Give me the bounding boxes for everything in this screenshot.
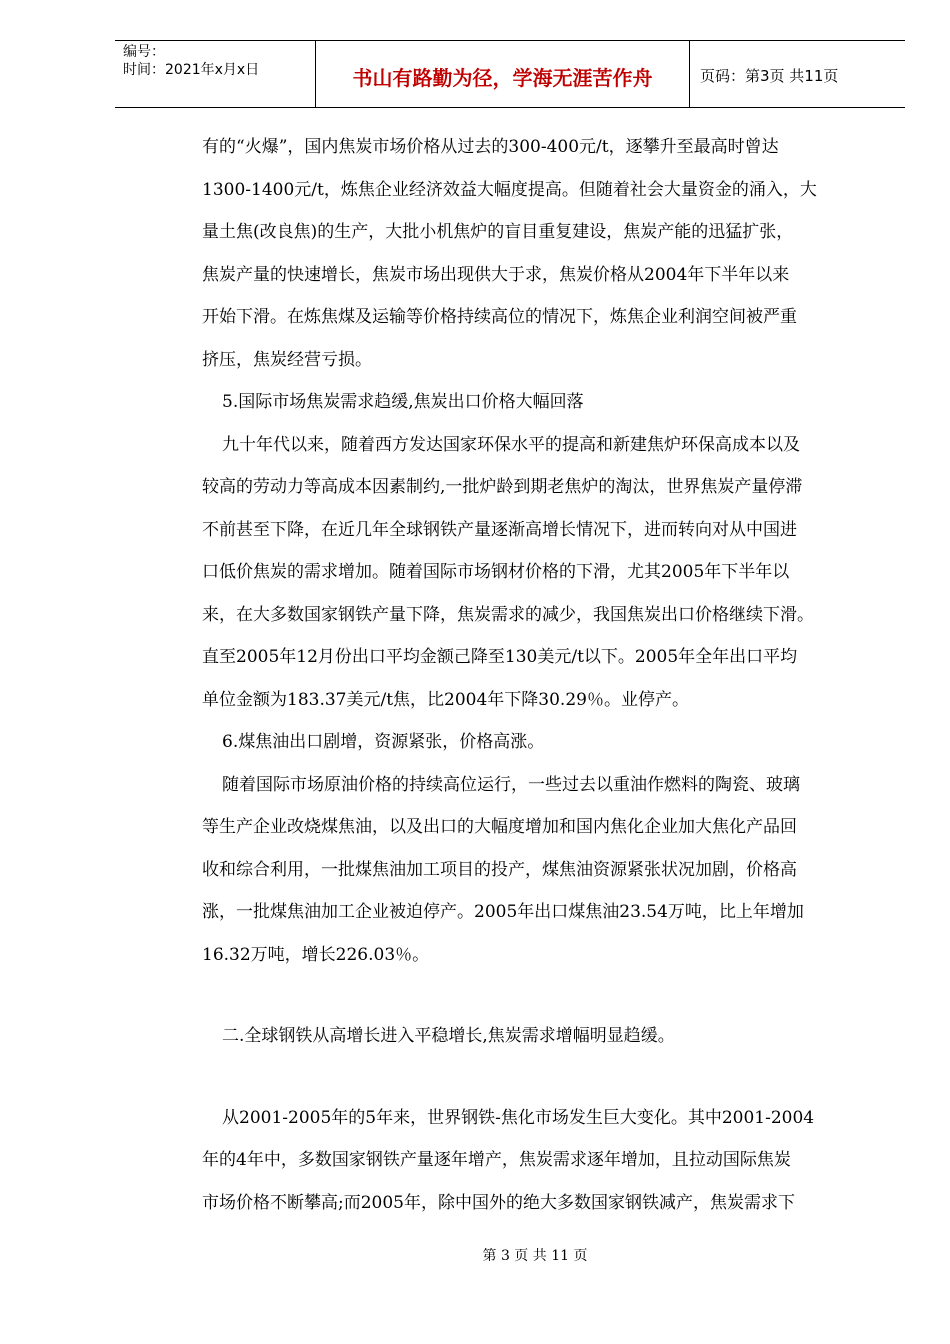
header-meta: [115, 41, 316, 107]
text-line: 涨，一批煤焦油加工企业被迫停产。2005年出口煤焦油23.54万吨，比上年增加: [202, 902, 804, 922]
text-line: 九十年代以来，随着西方发达国家环保水平的提高和新建焦炉环保高成本以及: [222, 434, 800, 455]
text-line: 年的4年中，多数国家钢铁产量逐年增产，焦炭需求逐年增加，且拉动国际焦炭: [202, 1150, 791, 1170]
page-footer: 第 3 页 共 11 页: [482, 1248, 588, 1264]
text-line: 开始下滑。在炼焦煤及运输等价格持续高位的情况下，炼焦企业利润空间被严重: [202, 307, 797, 327]
text-line: 焦炭产量的快速增长，焦炭市场出现供大于求，焦炭价格从2004年下半年以来: [202, 264, 790, 285]
text-line: 来，在大多数国家钢铁产量下降，焦炭需求的减少，我国焦炭出口价格继续下滑。: [202, 604, 814, 625]
time-label: 时间：2021年x月x日: [123, 62, 260, 78]
text-line: 随着国际市场原油价格的持续高位运行，一些过去以重油作燃料的陶瓷、玻璃: [222, 774, 800, 795]
text-line: 16.32万吨，增长226.03％。: [202, 944, 430, 965]
paragraph-gap: [202, 1058, 892, 1097]
serial-number-label: 编号：: [123, 44, 165, 60]
text-line: 单位金额为183.37美元/t焦，比2004年下降30.29％。业停产。: [202, 689, 689, 710]
page-header: [115, 40, 905, 108]
section-heading-5: 5.国际市场焦炭需求趋缓,焦炭出口价格大幅回落: [222, 392, 584, 412]
text-line: 较高的劳动力等高成本因素制约,一批炉龄到期老焦炉的淘汰，世界焦炭产量停滞: [202, 477, 803, 497]
header-page-info: 页码：第3页 共11页: [700, 66, 839, 85]
text-line: 口低价焦炭的需求增加。随着国际市场钢材价格的下滑，尤其2005年下半年以: [202, 562, 790, 582]
header-motto: 书山有路勤为径，学海无涯苦作舟: [316, 41, 690, 107]
text-line: 1300-1400元/t，炼焦企业经济效益大幅度提高。但随着社会大量资金的涌入，大: [202, 179, 817, 200]
text-line: 收和综合利用，一批煤焦油加工项目的投产，煤焦油资源紧张状况加剧，价格高: [202, 859, 797, 880]
document-body: [202, 126, 892, 1224]
text-line: 等生产企业改烧煤焦油，以及出口的大幅度增加和国内焦化企业加大焦化产品回: [202, 817, 797, 837]
text-line: 直至2005年12月份出口平均金额己降至130美元/t以下。2005年全年出口平均: [202, 647, 798, 667]
text-line: 有的“火爆”，国内焦炭市场价格从过去的300-400元/t，逐攀升至最高时曾达: [202, 137, 779, 157]
paragraph-gap: [202, 976, 892, 1015]
section-heading-2: 二.全球钢铁从高增长进入平稳增长,焦炭需求增幅明显趋缓。: [222, 1026, 675, 1046]
text-line: 量土焦(改良焦)的生产，大批小机焦炉的盲目重复建设，焦炭产能的迅猛扩张，: [202, 222, 794, 242]
section-heading-6: 6.煤焦油出口剧增，资源紧张，价格高涨。: [222, 732, 545, 752]
text-line: 不前甚至下降，在近几年全球钢铁产量逐渐高增长情况下，进而转向对从中国进: [202, 519, 797, 540]
text-line: 挤压，焦炭经营亏损。: [202, 349, 372, 370]
text-line: 市场价格不断攀高;而2005年，除中国外的绝大多数国家钢铁减产，焦炭需求下: [202, 1192, 795, 1213]
text-line: 从2001-2005年的5年来，世界钢铁-焦化市场发生巨大变化。其中2001-2004: [222, 1107, 815, 1128]
